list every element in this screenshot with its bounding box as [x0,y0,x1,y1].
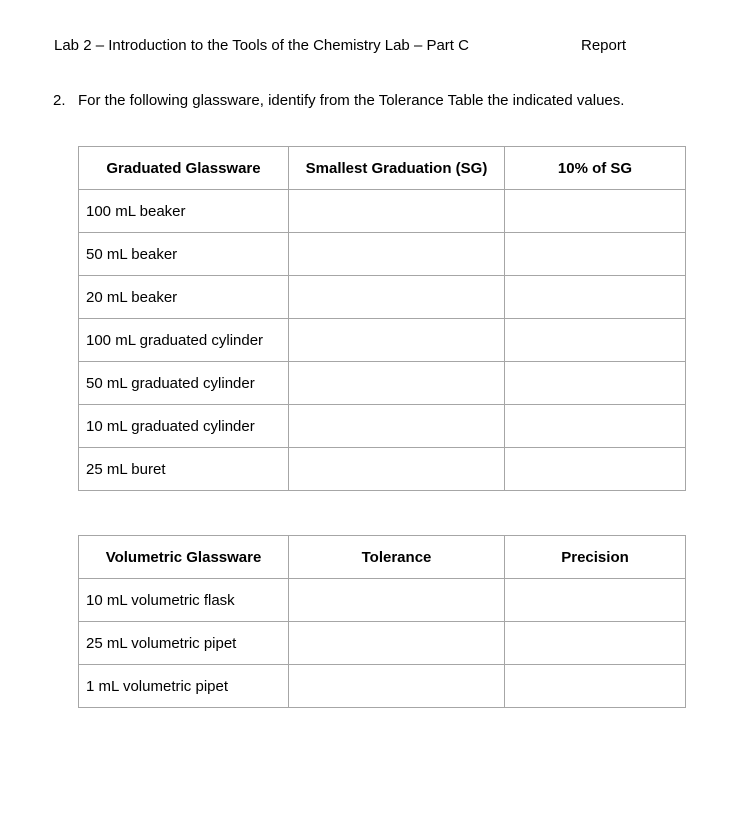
smallest-graduation-cell[interactable] [289,405,505,448]
ten-percent-sg-cell[interactable] [505,276,686,319]
tolerance-cell[interactable] [289,579,505,622]
ten-percent-sg-cell[interactable] [505,319,686,362]
glassware-name: 25 mL buret [79,448,289,491]
smallest-graduation-cell[interactable] [289,319,505,362]
tolerance-cell[interactable] [289,665,505,708]
question-prompt [53,92,624,109]
glassware-name: 25 mL volumetric pipet [79,622,289,665]
ten-percent-sg-cell[interactable] [505,190,686,233]
question-text: For the following glassware, identify from the Tolerance Table the indicated values. [78,92,625,109]
ten-percent-sg-cell[interactable] [505,405,686,448]
table-row [79,665,686,708]
smallest-graduation-cell[interactable] [289,362,505,405]
glassware-name: 1 mL volumetric pipet [79,665,289,708]
glassware-name: 10 mL graduated cylinder [79,405,289,448]
smallest-graduation-cell[interactable] [289,448,505,491]
glassware-name: 50 mL graduated cylinder [79,362,289,405]
table-row [79,622,686,665]
glassware-name: 10 mL volumetric flask [79,579,289,622]
graduated-glassware-table [78,146,686,491]
glassware-name: 100 mL graduated cylinder [79,319,289,362]
precision-cell[interactable] [505,622,686,665]
smallest-graduation-cell[interactable] [289,190,505,233]
table-row [79,405,686,448]
glassware-name: 20 mL beaker [79,276,289,319]
glassware-name: 100 mL beaker [79,190,289,233]
column-header-glassware: Graduated Glassware [79,147,289,190]
smallest-graduation-cell[interactable] [289,233,505,276]
table-row [79,276,686,319]
table-row [79,362,686,405]
glassware-name: 50 mL beaker [79,233,289,276]
column-header-ten-percent-sg: 10% of SG [505,147,686,190]
smallest-graduation-cell[interactable] [289,276,505,319]
table-row [79,233,686,276]
precision-cell[interactable] [505,665,686,708]
precision-cell[interactable] [505,579,686,622]
table-row [79,579,686,622]
column-header-precision: Precision [505,536,686,579]
column-header-glassware: Volumetric Glassware [79,536,289,579]
column-header-tolerance: Tolerance [289,536,505,579]
table-row [79,319,686,362]
document-title: Lab 2 – Introduction to the Tools of the Chemistry Lab – Part C [54,37,469,54]
question-number: 2. [53,92,66,109]
ten-percent-sg-cell[interactable] [505,448,686,491]
table-header-row [79,147,686,190]
table-header-row [79,536,686,579]
table-row [79,190,686,233]
table-row [79,448,686,491]
column-header-smallest-graduation: Smallest Graduation (SG) [289,147,505,190]
volumetric-glassware-table [78,535,686,708]
report-label: Report [581,37,627,54]
ten-percent-sg-cell[interactable] [505,362,686,405]
tolerance-cell[interactable] [289,622,505,665]
ten-percent-sg-cell[interactable] [505,233,686,276]
